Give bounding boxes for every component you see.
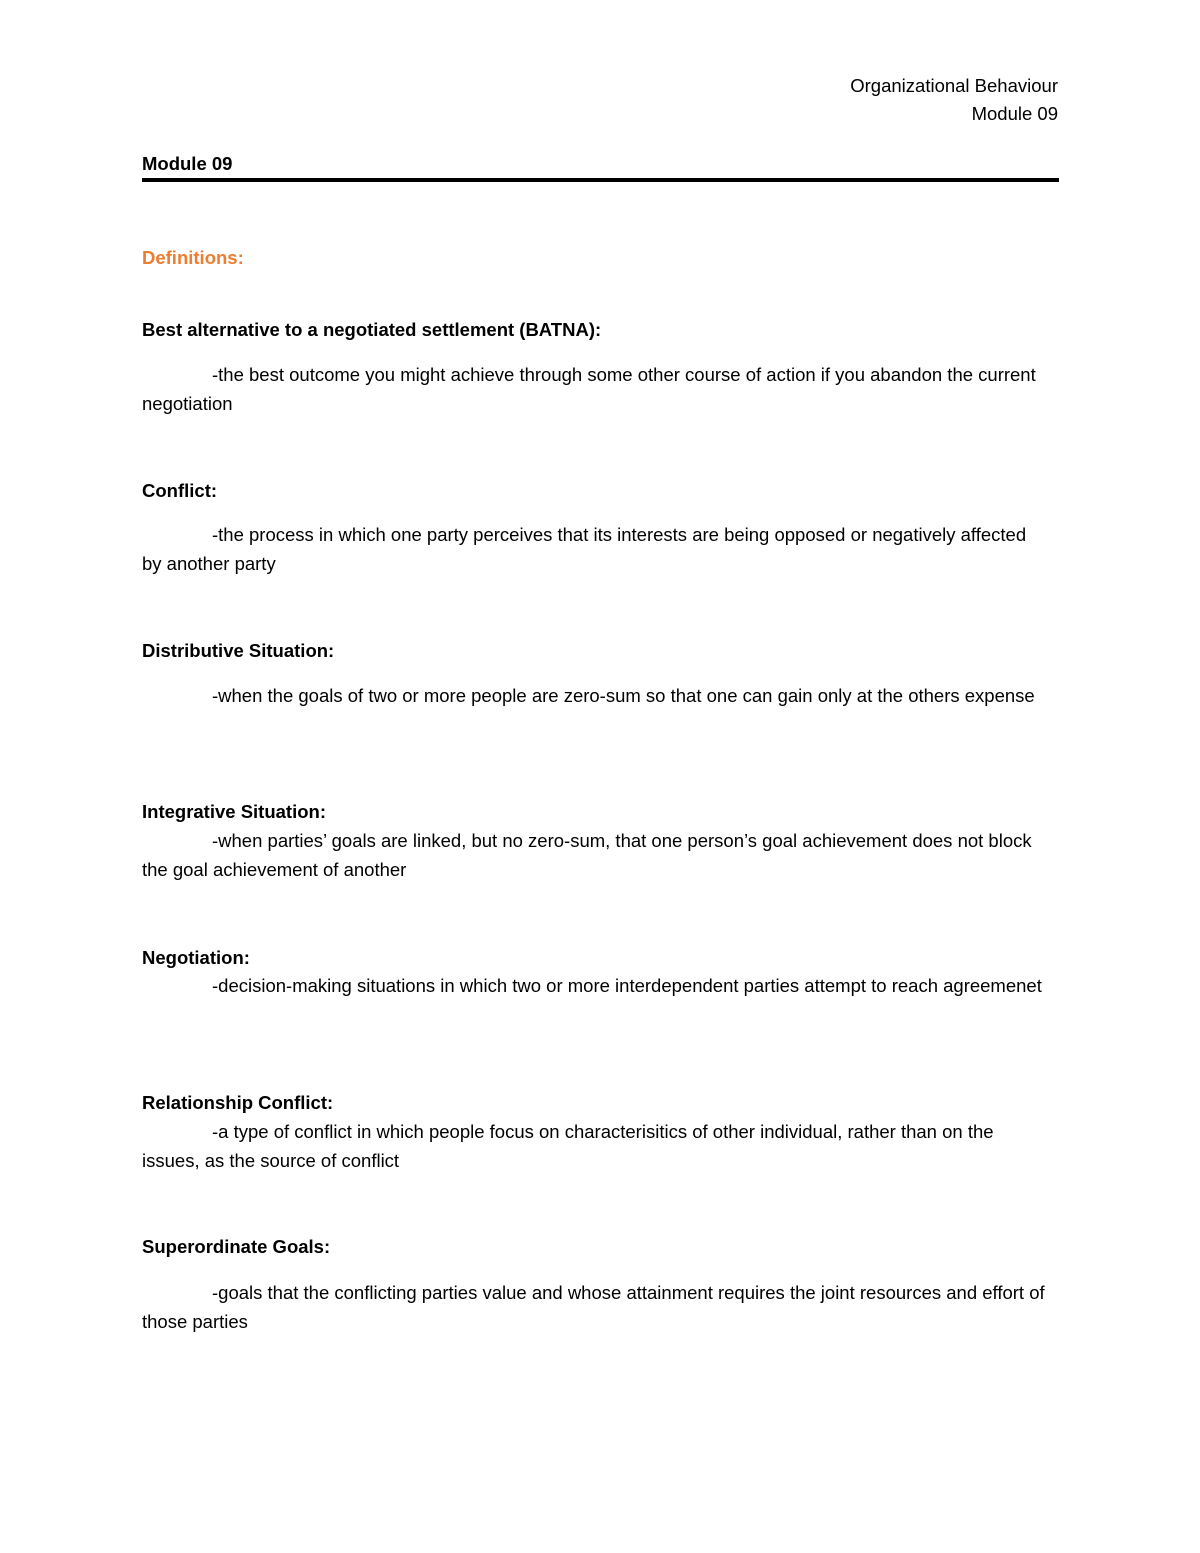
- definition-description-integrative-situation: -when parties’ goals are linked, but no zero-sum, that one person’s goal achievement does not block the goal achievement of another: [142, 830, 1032, 880]
- definition-description-distributive-situation: -when the goals of two or more people are zero-sum so that one can gain only at the others expense: [212, 685, 1035, 706]
- header-course-name: Organizational Behaviour: [850, 75, 1058, 96]
- definition-description-relationship-conflict: -a type of conflict in which people focus on characterisitics of other individual, rather than on the issues, as the source of conflict: [142, 1121, 994, 1171]
- definition-term-relationship-conflict: Relationship Conflict:: [142, 1092, 334, 1113]
- definition-term-conflict: Conflict:: [142, 480, 218, 501]
- definition-term-integrative-situation: Integrative Situation:: [142, 801, 326, 822]
- definition-description-superordinate-goals: -goals that the conflicting parties value and whose attainment requires the joint resources and effort of those parties: [142, 1282, 1045, 1332]
- title-underline-rule: [142, 178, 1059, 182]
- section-heading-definitions: Definitions:: [142, 247, 244, 268]
- definition-term-batna: Best alternative to a negotiated settlement (BATNA):: [142, 319, 602, 340]
- definition-term-superordinate-goals: Superordinate Goals:: [142, 1236, 331, 1257]
- definition-description-batna: -the best outcome you might achieve through some other course of action if you abandon the current negotiation: [142, 364, 1036, 414]
- definition-description-conflict: -the process in which one party perceives that its interests are being opposed or negatively affected by another party: [142, 524, 1027, 574]
- running-header: [850, 72, 1058, 128]
- definition-term-negotiation: Negotiation:: [142, 947, 250, 968]
- header-module-label: Module 09: [971, 103, 1058, 124]
- definition-term-distributive-situation: Distributive Situation:: [142, 640, 335, 661]
- definition-description-negotiation: -decision-making situations in which two or more interdependent parties attempt to reach agreemenet: [212, 975, 1042, 996]
- module-title: Module 09: [142, 153, 233, 174]
